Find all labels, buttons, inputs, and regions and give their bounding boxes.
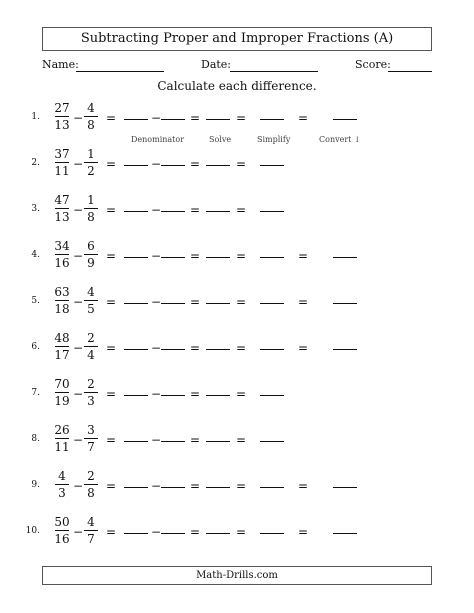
problem-number: 9.: [31, 480, 40, 490]
minus-sign: −: [151, 157, 162, 171]
equals-sign: =: [106, 479, 117, 493]
answer-blank-solve[interactable]: [206, 441, 230, 442]
score-label: Score:: [355, 58, 391, 71]
equals-sign: =: [190, 479, 201, 493]
fraction-a-numerator: 37: [54, 147, 70, 161]
fraction-b-denominator: 9: [87, 256, 95, 270]
fraction-b: [82, 147, 100, 178]
fraction-b-numerator: 6: [87, 239, 95, 253]
fraction-a-numerator: 63: [54, 285, 70, 299]
fraction-b-numerator: 4: [87, 101, 95, 115]
answer-blank-solve[interactable]: [206, 487, 230, 488]
minus-sign: −: [151, 387, 162, 401]
answer-blank-convert[interactable]: [333, 487, 357, 488]
fraction-a: [53, 331, 71, 362]
label-convert: Convert ↓: [319, 135, 361, 144]
minus-sign: −: [151, 203, 162, 217]
answer-blank-simplify[interactable]: [260, 533, 284, 534]
fraction-a-numerator: 70: [54, 377, 70, 391]
equals-sign: =: [106, 341, 117, 355]
equals-sign: =: [190, 525, 201, 539]
equals-sign: =: [298, 341, 309, 355]
fraction-a-bar: [55, 484, 69, 485]
answer-blank-solve[interactable]: [206, 119, 230, 120]
fraction-b-denominator: 7: [87, 440, 95, 454]
date-label: Date:: [201, 58, 232, 71]
answer-blank-denominator-2[interactable]: [161, 533, 185, 534]
answer-blank-convert[interactable]: [333, 349, 357, 350]
minus-sign: −: [151, 433, 162, 447]
problem-number: 10.: [25, 526, 40, 536]
fraction-a: [53, 515, 71, 546]
answer-blank-denominator-2[interactable]: [161, 119, 185, 120]
fraction-b-numerator: 3: [87, 423, 95, 437]
answer-blank-denominator-2[interactable]: [161, 395, 185, 396]
fraction-b-bar: [84, 346, 98, 347]
fraction-a-numerator: 26: [54, 423, 70, 437]
answer-blank-simplify[interactable]: [260, 349, 284, 350]
problem-number: 6.: [31, 342, 40, 352]
minus-sign: −: [73, 157, 84, 171]
answer-blank-denominator-1[interactable]: [124, 395, 148, 396]
label-simplify: Simplify: [257, 135, 291, 144]
equals-sign: =: [106, 525, 117, 539]
fraction-b-denominator: 2: [87, 164, 95, 178]
fraction-b-bar: [84, 116, 98, 117]
answer-blank-convert[interactable]: [333, 533, 357, 534]
fraction-a-numerator: 47: [54, 193, 70, 207]
equals-sign: =: [298, 525, 309, 539]
fraction-a-denominator: 16: [54, 532, 70, 546]
answer-blank-solve[interactable]: [206, 257, 230, 258]
answer-blank-denominator-2[interactable]: [161, 441, 185, 442]
fraction-a: [53, 469, 71, 500]
equals-sign: =: [298, 111, 309, 125]
fraction-b-numerator: 4: [87, 515, 95, 529]
answer-blank-convert[interactable]: [333, 303, 357, 304]
fraction-b: [82, 377, 100, 408]
minus-sign: −: [151, 479, 162, 493]
fraction-a-denominator: 11: [54, 440, 70, 454]
equals-sign: =: [236, 433, 247, 447]
minus-sign: −: [151, 111, 162, 125]
equals-sign: =: [190, 295, 201, 309]
minus-sign: −: [73, 387, 84, 401]
equals-sign: =: [298, 295, 309, 309]
fraction-a-numerator: 34: [54, 239, 70, 253]
answer-blank-denominator-2[interactable]: [161, 211, 185, 212]
answer-blank-simplify[interactable]: [260, 119, 284, 120]
instruction: Calculate each difference.: [157, 79, 317, 93]
name-label: Name:: [42, 58, 79, 71]
equals-sign: =: [190, 433, 201, 447]
fraction-b: [82, 515, 100, 546]
fraction-a-bar: [55, 254, 69, 255]
minus-sign: −: [151, 341, 162, 355]
fraction-a-denominator: 13: [54, 210, 70, 224]
label-solve: Solve: [209, 135, 232, 144]
minus-sign: −: [151, 295, 162, 309]
fraction-b: [82, 423, 100, 454]
fraction-b-numerator: 1: [87, 147, 95, 161]
answer-blank-denominator-1[interactable]: [124, 349, 148, 350]
answer-blank-solve[interactable]: [206, 211, 230, 212]
fraction-b: [82, 193, 100, 224]
equals-sign: =: [236, 525, 247, 539]
minus-sign: −: [73, 341, 84, 355]
answer-blank-simplify[interactable]: [260, 487, 284, 488]
equals-sign: =: [236, 249, 247, 263]
minus-sign: −: [73, 295, 84, 309]
problem-row: [0, 144, 474, 184]
fraction-a-bar: [55, 392, 69, 393]
minus-sign: −: [73, 249, 84, 263]
minus-sign: −: [73, 479, 84, 493]
answer-blank-convert[interactable]: [333, 119, 357, 120]
answer-blank-simplify[interactable]: [260, 303, 284, 304]
answer-blank-simplify[interactable]: [260, 395, 284, 396]
answer-blank-denominator-2[interactable]: [161, 487, 185, 488]
fraction-a-numerator: 48: [54, 331, 70, 345]
minus-sign: −: [151, 525, 162, 539]
fraction-b: [82, 285, 100, 316]
problem-number: 3.: [31, 204, 40, 214]
minus-sign: −: [73, 111, 84, 125]
problem-row: [0, 190, 474, 230]
problem-number: 8.: [31, 434, 40, 444]
minus-sign: −: [73, 433, 84, 447]
fraction-a-denominator: 17: [54, 348, 70, 362]
equals-sign: =: [236, 387, 247, 401]
answer-blank-denominator-1[interactable]: [124, 533, 148, 534]
answer-blank-solve[interactable]: [206, 533, 230, 534]
fraction-b-denominator: 8: [87, 118, 95, 132]
fraction-b-bar: [84, 530, 98, 531]
minus-sign: −: [151, 249, 162, 263]
fraction-a-bar: [55, 208, 69, 209]
answer-blank-denominator-2[interactable]: [161, 303, 185, 304]
problem-row: [0, 328, 474, 368]
answer-blank-denominator-1[interactable]: [124, 487, 148, 488]
equals-sign: =: [298, 249, 309, 263]
fraction-a: [53, 423, 71, 454]
fraction-b-numerator: 4: [87, 285, 95, 299]
answer-blank-solve[interactable]: [206, 303, 230, 304]
answer-blank-solve[interactable]: [206, 395, 230, 396]
problem-number: 1.: [31, 112, 40, 122]
fraction-b-denominator: 3: [87, 394, 95, 408]
minus-sign: −: [73, 525, 84, 539]
fraction-a-denominator: 11: [54, 164, 70, 178]
fraction-a-denominator: 19: [54, 394, 70, 408]
equals-sign: =: [106, 111, 117, 125]
fraction-a: [53, 147, 71, 178]
equals-sign: =: [106, 387, 117, 401]
fraction-a: [53, 193, 71, 224]
fraction-a-bar: [55, 116, 69, 117]
fraction-a-bar: [55, 162, 69, 163]
problem-number: 4.: [31, 250, 40, 260]
footer: Math-Drills.com: [42, 566, 432, 585]
fraction-b-numerator: 2: [87, 331, 95, 345]
fraction-a-bar: [55, 438, 69, 439]
fraction-a-numerator: 4: [58, 469, 66, 483]
fraction-a-denominator: 13: [54, 118, 70, 132]
fraction-b-denominator: 8: [87, 486, 95, 500]
fraction-b-bar: [84, 254, 98, 255]
fraction-b-bar: [84, 300, 98, 301]
equals-sign: =: [236, 341, 247, 355]
equals-sign: =: [236, 203, 247, 217]
fraction-b: [82, 469, 100, 500]
answer-blank-denominator-1[interactable]: [124, 303, 148, 304]
fraction-a-numerator: 27: [54, 101, 70, 115]
equals-sign: =: [106, 157, 117, 171]
fraction-b-bar: [84, 208, 98, 209]
fraction-a: [53, 285, 71, 316]
equals-sign: =: [190, 249, 201, 263]
fraction-b-bar: [84, 438, 98, 439]
fraction-b-denominator: 7: [87, 532, 95, 546]
answer-blank-denominator-1[interactable]: [124, 211, 148, 212]
problem-row: [0, 420, 474, 460]
fraction-b-bar: [84, 484, 98, 485]
fraction-a-bar: [55, 300, 69, 301]
answer-blank-denominator-1[interactable]: [124, 257, 148, 258]
equals-sign: =: [106, 433, 117, 447]
answer-blank-convert[interactable]: [333, 257, 357, 258]
equals-sign: =: [236, 111, 247, 125]
problem-number: 5.: [31, 296, 40, 306]
fraction-a-denominator: 16: [54, 256, 70, 270]
answer-blank-denominator-1[interactable]: [124, 165, 148, 166]
equals-sign: =: [190, 341, 201, 355]
fraction-b-denominator: 8: [87, 210, 95, 224]
equals-sign: =: [190, 203, 201, 217]
problem-row: [0, 466, 474, 506]
fraction-b-denominator: 4: [87, 348, 95, 362]
fraction-a-denominator: 18: [54, 302, 70, 316]
answer-blank-simplify[interactable]: [260, 165, 284, 166]
date-field[interactable]: [230, 71, 318, 72]
answer-blank-denominator-1[interactable]: [124, 441, 148, 442]
answer-blank-solve[interactable]: [206, 349, 230, 350]
equals-sign: =: [190, 111, 201, 125]
equals-sign: =: [236, 157, 247, 171]
problem-row: [0, 98, 474, 138]
problem-row: [0, 512, 474, 552]
fraction-b-denominator: 5: [87, 302, 95, 316]
problem-number: 7.: [31, 388, 40, 398]
fraction-b-numerator: 2: [87, 377, 95, 391]
fraction-a-numerator: 50: [54, 515, 70, 529]
worksheet-title: Subtracting Proper and Improper Fractions (A): [42, 27, 432, 51]
fraction-b-numerator: 2: [87, 469, 95, 483]
answer-blank-solve[interactable]: [206, 165, 230, 166]
answer-blank-denominator-2[interactable]: [161, 165, 185, 166]
fraction-b: [82, 331, 100, 362]
answer-blank-simplify[interactable]: [260, 441, 284, 442]
answer-blank-denominator-2[interactable]: [161, 257, 185, 258]
equals-sign: =: [106, 249, 117, 263]
fraction-b: [82, 239, 100, 270]
fraction-a: [53, 377, 71, 408]
minus-sign: −: [73, 203, 84, 217]
problem-row: [0, 236, 474, 276]
score-field[interactable]: [388, 71, 432, 72]
fraction-b-bar: [84, 162, 98, 163]
fraction-a-bar: [55, 346, 69, 347]
label-denominator: Denominator: [131, 135, 185, 144]
answer-blank-simplify[interactable]: [260, 257, 284, 258]
answer-blank-simplify[interactable]: [260, 211, 284, 212]
equals-sign: =: [106, 203, 117, 217]
fraction-b-bar: [84, 392, 98, 393]
equals-sign: =: [190, 387, 201, 401]
answer-blank-denominator-2[interactable]: [161, 349, 185, 350]
equals-sign: =: [106, 295, 117, 309]
fraction-a: [53, 101, 71, 132]
answer-blank-denominator-1[interactable]: [124, 119, 148, 120]
equals-sign: =: [190, 157, 201, 171]
equals-sign: =: [236, 479, 247, 493]
fraction-b-numerator: 1: [87, 193, 95, 207]
fraction-b: [82, 101, 100, 132]
problem-number: 2.: [31, 158, 40, 168]
problem-row: [0, 282, 474, 322]
problem-row: [0, 374, 474, 414]
equals-sign: =: [298, 479, 309, 493]
equals-sign: =: [236, 295, 247, 309]
fraction-a-denominator: 3: [58, 486, 66, 500]
fraction-a: [53, 239, 71, 270]
fraction-a-bar: [55, 530, 69, 531]
name-field[interactable]: [76, 71, 164, 72]
